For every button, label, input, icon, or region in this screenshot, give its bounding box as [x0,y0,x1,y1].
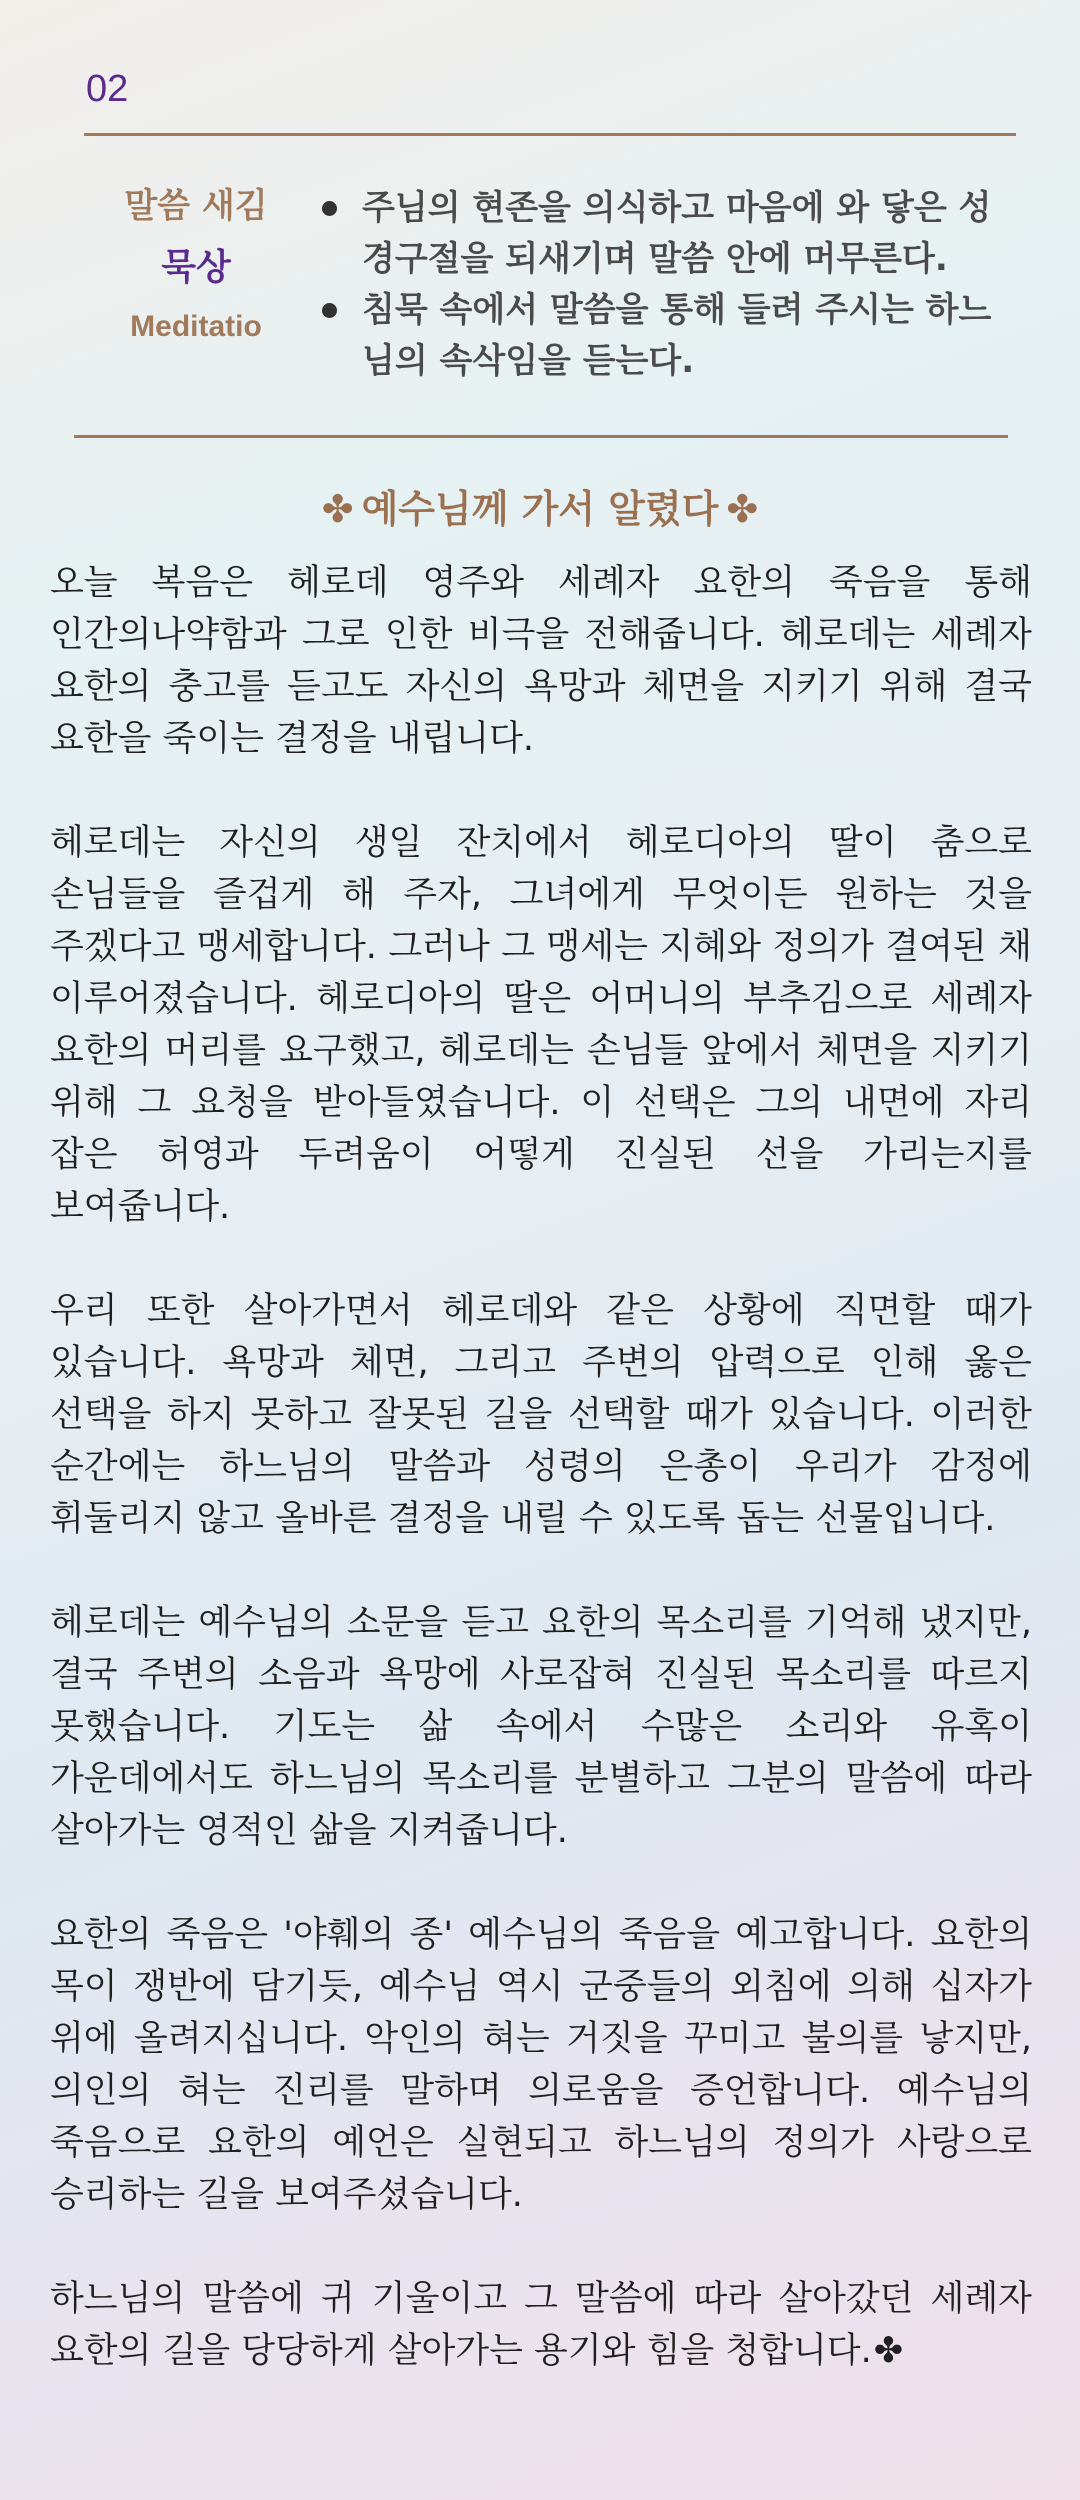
bottom-divider [74,435,1008,438]
clover-ornament-icon: ✤ [873,2331,904,2371]
instruction-list [322,183,1022,387]
top-divider [84,133,1016,136]
section-number: 02 [86,68,129,110]
paragraph: 헤로데는 자신의 생일 잔치에서 헤로디아의 딸이 춤으로 손님들을 즐겁게 해 주자, 그녀에게 무엇이든 원하는 것을 주겠다고 맹세합니다. 그러나 그 맹세는 지혜와 정의가 결여된 채 이루어졌습니다. 헤로디아의 딸은 어머니의 부추김으로 세례자 요한의 머리를 요구했고, 헤로데는 손님들 앞에서 체면을 지키기 위해 그 요청을 받아들였습니다. 이 선택은 그의 내면에 자리 잡은 허영과 두려움이 어떻게 진실된 선을 가리는지를 보여줍니다. [50,823,1032,1227]
instruction-text: 주님의 현존을 의식하고 마음에 와 닿은 성경구절을 되새기며 말씀 안에 머무른다. [362,188,992,279]
paragraph: 헤로데는 예수님의 소문을 듣고 요한의 목소리를 기억해 냈지만, 결국 주변의 소음과 욕망에 사로잡혀 진실된 목소리를 따르지 못했습니다. 기도는 삶 속에서 수많은 소리와 유혹이 가운데에서도 하느님의 목소리를 분별하고 그분의 말씀에 따라 살아가는 영적인 삶을 지켜줍니다. [50,1603,1032,1851]
reflection-title [0,478,1080,533]
step-label-korean: 말씀 새김 [124,186,268,226]
step-label-main: 묵상 [161,247,231,288]
clover-ornament-icon: ✤ [321,487,354,531]
clover-ornament-icon: ✤ [726,487,759,531]
paragraph: 요한의 죽음은 '야훼의 종' 예수님의 죽음을 예고합니다. 요한의 목이 쟁반에 담기듯, 예수님 역시 군중들의 외침에 의해 십자가 위에 올려지십니다. 악인의 혀는 거짓을 꾸미고 불의를 낳지만, 의인의 혀는 진리를 말하며 의로움을 증언합니다. 예수님의 죽음으로 요한의 예언은 실현되고 하느님의 정의가 사랑으로 승리하는 길을 보여주셨습니다. [50,1915,1032,2215]
closing-paragraph [50,2273,1032,2377]
instruction-item [322,285,1022,387]
step-label-latin: Meditatio [130,310,262,343]
closing-text: 하느님의 말씀에 귀 기울이고 그 말씀에 따라 살아갔던 세례자 요한의 길을 당당하게 살아가는 용기와 힘을 청합니다. [50,2279,1032,2371]
paragraph: 우리 또한 살아가면서 헤로데와 같은 상황에 직면할 때가 있습니다. 욕망과 체면, 그리고 주변의 압력으로 인해 옳은 선택을 하지 못하고 잘못된 길을 선택할 때가 있습니다. 이러한 순간에는 하느님의 말씀과 성령의 은총이 우리가 감정에 휘둘리지 않고 올바른 결정을 내릴 수 있도록 돕는 선물입니다. [50,1291,1032,1539]
instruction-text: 침묵 속에서 말씀을 통해 들려 주시는 하느님의 속삭임을 듣는다. [362,290,992,381]
instruction-item [322,183,1022,285]
reflection-title-text: 예수님께 가서 알렸다 [361,487,719,531]
step-label [76,180,316,352]
bullet-icon [322,201,337,216]
paragraph: 오늘 복음은 헤로데 영주와 세례자 요한의 죽음을 통해 인간의나약함과 그로 인한 비극을 전해줍니다. 헤로데는 세례자 요한의 충고를 듣고도 자신의 욕망과 체면을 지키기 위해 결국 요한을 죽이는 결정을 내립니다. [50,563,1032,759]
bullet-icon [322,303,337,318]
reflection-body [50,557,1032,2429]
